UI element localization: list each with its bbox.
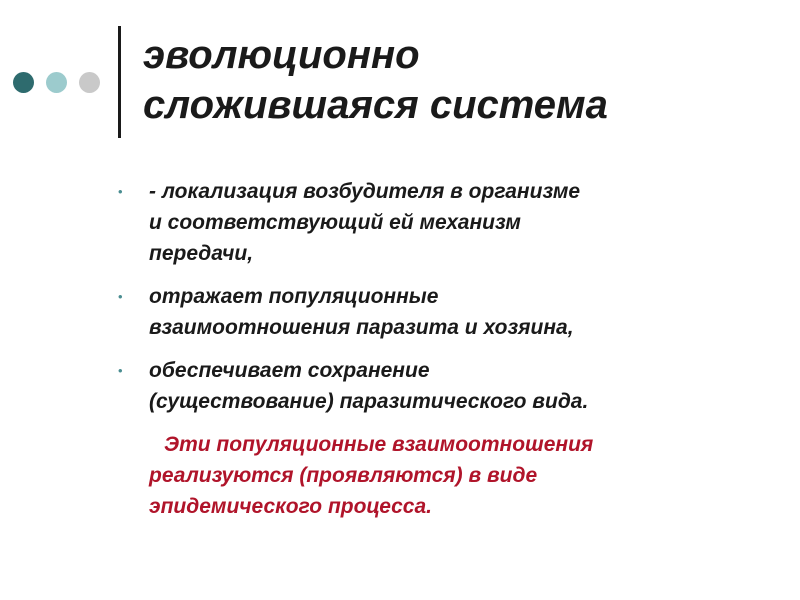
decorative-dots bbox=[13, 72, 105, 94]
slide-title-line-1: эволюционно bbox=[143, 33, 420, 77]
slide-title bbox=[143, 30, 783, 130]
bullet-line: взаимоотношения паразита и хозяина, bbox=[149, 316, 574, 339]
title-divider-line bbox=[118, 26, 121, 138]
highlight-note bbox=[118, 429, 778, 522]
note-line-2: реализуются (проявляются) в виде bbox=[149, 464, 538, 487]
bullet-line: передачи, bbox=[149, 242, 254, 265]
slide-title-line-2: сложившаяся система bbox=[143, 83, 608, 127]
bullet-item-preservation bbox=[118, 355, 778, 417]
bullet-item-localization bbox=[118, 176, 778, 269]
note-line-1: Эти популяционные взаимоотношения bbox=[164, 433, 594, 456]
bullet-dot-icon: • bbox=[118, 184, 123, 199]
dot-dark-teal-icon bbox=[13, 72, 34, 93]
bullet-item-relations bbox=[118, 281, 778, 343]
dot-light-teal-icon bbox=[46, 72, 67, 93]
bullet-dot-icon: • bbox=[118, 363, 123, 378]
bullet-line: - локализация возбудителя в организме bbox=[149, 180, 581, 203]
bullet-dot-icon: • bbox=[118, 289, 123, 304]
dot-light-gray-icon bbox=[79, 72, 100, 93]
slide-body bbox=[118, 176, 778, 522]
bullet-line: обеспечивает сохранение bbox=[149, 359, 430, 382]
bullet-line: и соответствующий ей механизм bbox=[149, 211, 521, 234]
bullet-list bbox=[118, 176, 778, 417]
bullet-line: отражает популяционные bbox=[149, 285, 439, 308]
note-line-3: эпидемического процесса. bbox=[149, 495, 432, 518]
bullet-line: (существование) паразитического вида. bbox=[149, 390, 589, 413]
